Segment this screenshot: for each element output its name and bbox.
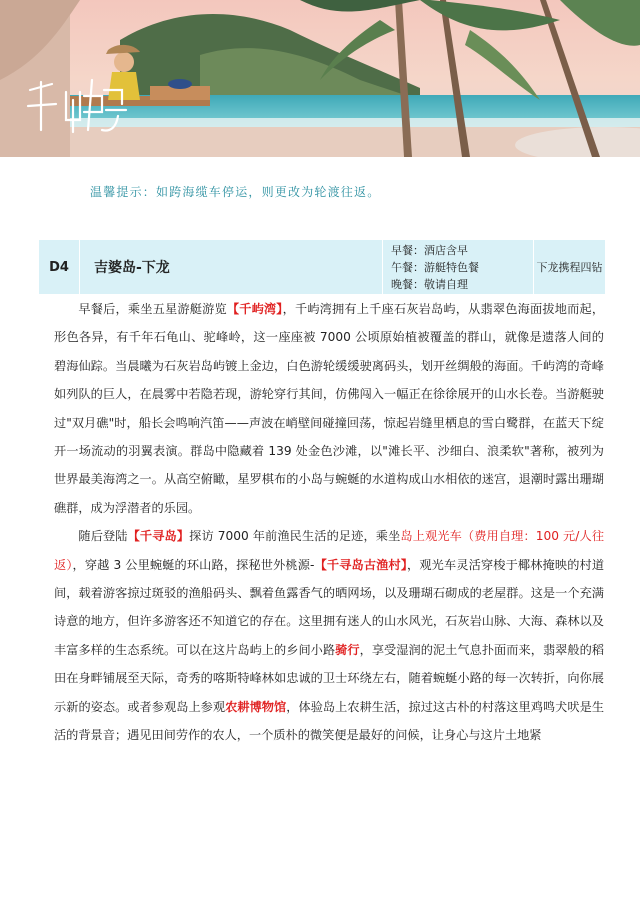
highlight-sightseeing-car-fee: 岛上观光车（费用自理：100 元/人往返）	[54, 529, 605, 572]
day-route-title: 吉婆岛-下龙	[80, 240, 383, 295]
header-banner-photo	[0, 0, 640, 157]
meal-list	[383, 240, 534, 295]
day-summary-table	[38, 239, 606, 295]
highlight-qianyu-bay: 【千屿湾】	[226, 302, 283, 316]
warm-tip-notice: 温馨提示：如跨海缆车停运，则更改为轮渡往返。	[90, 185, 381, 199]
highlight-fishing-village: 【千寻岛古渔村】	[314, 557, 408, 572]
itinerary-description	[54, 295, 604, 750]
brand-logo	[22, 70, 132, 140]
meal-breakfast: 早餐：酒店含早	[391, 243, 468, 257]
meal-dinner: 晚餐：敬请自理	[391, 277, 468, 291]
day-number: D4	[39, 240, 80, 295]
meal-lunch: 午餐：游艇特色餐	[391, 260, 479, 274]
hotel-info: 下龙携程四钻	[534, 240, 606, 295]
highlight-cycling: 骑行	[335, 642, 360, 657]
paragraph-island-visit: 随后登陆【千寻岛】探访 7000 年前渔民生活的足迹，乘坐岛上观光车（费用自理：100 元/人往返），穿越 3 公里蜿蜒的环山路，探秘世外桃源-【千寻岛古渔村】，观光车灵活穿梭于椰林掩映的村道间，载着游客掠过斑驳的渔船码头、飘着鱼露香气的晒网场，以及珊瑚石砌成的老屋群。这是一个充满诗意的地方，但许多游客还不知道它的存在。这里拥有迷人的山水风光，石灰岩山脉、大海、森林以及丰富多样的生态系统。可以在这片岛屿上的乡间小路骑行，享受湿润的泥土气息扑面而来，翡翠般的稻田在身畔铺展至天际，奇秀的喀斯特峰林如忠诚的卫士环绕左右，随着蜿蜒小路的每一次转折，向你展示新的姿态。或者参观岛上参观农耕博物馆，体验岛上农耕生活，掠过这古朴的村落这里鸡鸣犬吠是生活的背景音；遇见田间劳作的农人，一个质朴的微笑便是最好的问候，让身心与这片土地紧	[54, 529, 605, 743]
highlight-farming-museum: 农耕博物馆	[225, 699, 287, 714]
highlight-qianxun-island: 【千寻岛】	[127, 529, 190, 544]
paragraph-bay-cruise: 早餐后，乘坐五星游艇游览【千屿湾】，千屿湾拥有上千座石灰岩岛屿，从翡翠色海面拔地而起，形色各异，有千年石龟山、驼峰岭，这一座座被 7000 公顷原始植被覆盖的群山，就像是遗落人间的碧海仙踪。当晨曦为石灰岩岛屿镀上金边，白色游轮缓缓驶离码头，划开丝绸般的海面。千屿湾的奇峰如列队的巨人，在晨雾中若隐若现，游轮穿行其间，仿佛闯入一幅正在徐徐展开的山水长卷。当游艇驶过"双月礁"时，船长会鸣响汽笛——声波在峭壁间碰撞回荡，惊起岩缝里栖息的雪白鹭群，在蓝天下绽开一场流动的羽翼表演。群岛中隐藏着 139 处金色沙滩，以"滩长平、沙细白、浪柔软"著称，被列为世界最美海湾之一。从高空俯瞰，星罗棋布的小岛与蜿蜒的水道构成山水相依的迷宫，退潮时露出珊瑚礁群，成为浮潜者的乐园。	[54, 302, 605, 515]
